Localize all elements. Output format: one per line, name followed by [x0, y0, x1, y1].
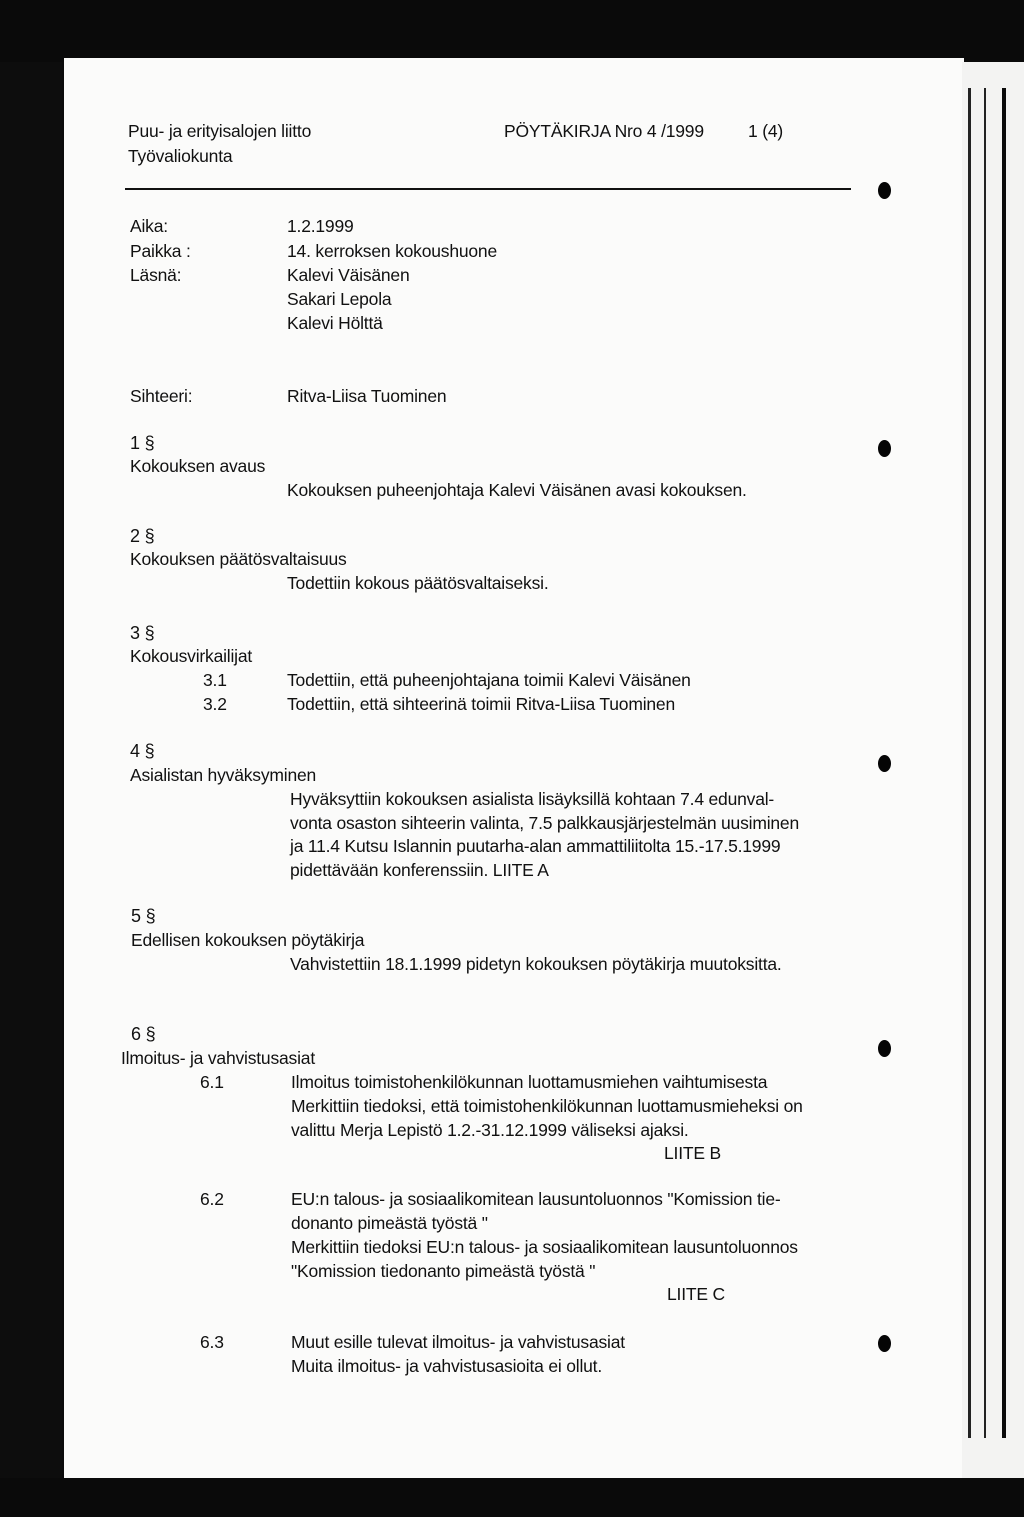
org-name: Puu- ja erityisalojen liitto	[128, 121, 312, 141]
punch-hole	[878, 755, 891, 772]
section-number: 3 §	[130, 623, 155, 643]
time-label: Aika:	[130, 216, 168, 236]
section-text: Todettiin kokous päätösvaltaiseksi.	[287, 573, 549, 593]
item-number: 6.1	[200, 1072, 224, 1092]
section-title: Asialistan hyväksyminen	[130, 765, 317, 785]
item-number: 3.2	[203, 694, 227, 714]
present-label: Läsnä:	[130, 265, 182, 285]
attachment-ref: LIITE B	[664, 1143, 721, 1163]
section-title: Kokouksen avaus	[130, 456, 266, 476]
item-text: Muita ilmoitus- ja vahvistusasioita ei ollut.	[291, 1356, 602, 1376]
section-text: pidettävään konferenssiin. LIITE A	[290, 860, 549, 880]
section-text: vonta osaston sihteerin valinta, 7.5 palkkausjärjestelmän uusiminen	[290, 813, 799, 833]
scan-border-bottom	[0, 1478, 1024, 1517]
stack-line	[984, 88, 986, 1438]
item-text: Muut esille tulevat ilmoitus- ja vahvistusasiat	[291, 1332, 625, 1352]
item-text: "Komission tiedonanto pimeästä työstä "	[291, 1261, 596, 1281]
scan-border-left	[0, 62, 62, 1517]
section-number: 1 §	[130, 433, 155, 453]
punch-hole	[878, 1335, 891, 1352]
section-title: Edellisen kokouksen pöytäkirja	[131, 930, 365, 950]
section-title: Kokouksen päätösvaltaisuus	[130, 549, 347, 569]
secretary-label: Sihteeri:	[130, 386, 193, 406]
present-name: Sakari Lepola	[287, 289, 392, 309]
attachment-ref: LIITE C	[667, 1284, 725, 1304]
section-title: Kokousvirkailijat	[130, 646, 253, 666]
secretary-value: Ritva-Liisa Tuominen	[287, 386, 447, 406]
item-text: Merkittiin tiedoksi EU:n talous- ja sosiaalikomitean lausuntoluonnos	[291, 1237, 798, 1257]
stack-line	[968, 88, 971, 1438]
section-text: Vahvistettiin 18.1.1999 pidetyn kokouksen pöytäkirja muutoksitta.	[290, 954, 782, 974]
item-number: 6.2	[200, 1189, 224, 1209]
time-value: 1.2.1999	[287, 216, 354, 236]
section-text: Hyväksyttiin kokouksen asialista lisäyksillä kohtaan 7.4 edunval-	[290, 789, 775, 809]
page-stack-edge	[962, 62, 1024, 1482]
stack-line	[1002, 88, 1006, 1438]
section-title: Ilmoitus- ja vahvistusasiat	[121, 1048, 315, 1068]
section-number: 4 §	[130, 741, 155, 761]
present-name: Kalevi Väisänen	[287, 265, 410, 285]
section-text: Kokouksen puheenjohtaja Kalevi Väisänen avasi kokouksen.	[287, 480, 747, 500]
document-title: PÖYTÄKIRJA Nro 4 /1999	[504, 121, 704, 141]
item-text: Ilmoitus toimistohenkilökunnan luottamusmiehen vaihtumisesta	[291, 1072, 768, 1092]
item-text: Todettiin, että puheenjohtajana toimii Kalevi Väisänen	[287, 670, 691, 690]
section-text: ja 11.4 Kutsu Islannin puutarha-alan ammattiliitolta 15.-17.5.1999	[290, 836, 781, 856]
section-number: 5 §	[131, 906, 156, 926]
punch-hole	[878, 440, 891, 457]
page-number: 1 (4)	[748, 121, 783, 141]
place-label: Paikka :	[130, 241, 191, 261]
header-rule	[125, 188, 851, 190]
scan-border-top	[0, 0, 1024, 62]
punch-hole	[878, 182, 891, 199]
item-number: 6.3	[200, 1332, 224, 1352]
org-unit: Työvaliokunta	[128, 146, 233, 166]
item-text: Todettiin, että sihteerinä toimii Ritva-Liisa Tuominen	[287, 694, 676, 714]
punch-hole	[878, 1040, 891, 1057]
item-number: 3.1	[203, 670, 227, 690]
section-number: 2 §	[130, 526, 155, 546]
place-value: 14. kerroksen kokoushuone	[287, 241, 497, 261]
item-text: EU:n talous- ja sosiaalikomitean lausuntoluonnos "Komission tie-	[291, 1189, 781, 1209]
item-text: Merkittiin tiedoksi, että toimistohenkilökunnan luottamusmieheksi on	[291, 1096, 803, 1116]
present-name: Kalevi Hölttä	[287, 313, 383, 333]
item-text: valittu Merja Lepistö 1.2.-31.12.1999 väliseksi ajaksi.	[291, 1120, 689, 1140]
section-number: 6 §	[131, 1024, 156, 1044]
item-text: donanto pimeästä työstä "	[291, 1213, 488, 1233]
